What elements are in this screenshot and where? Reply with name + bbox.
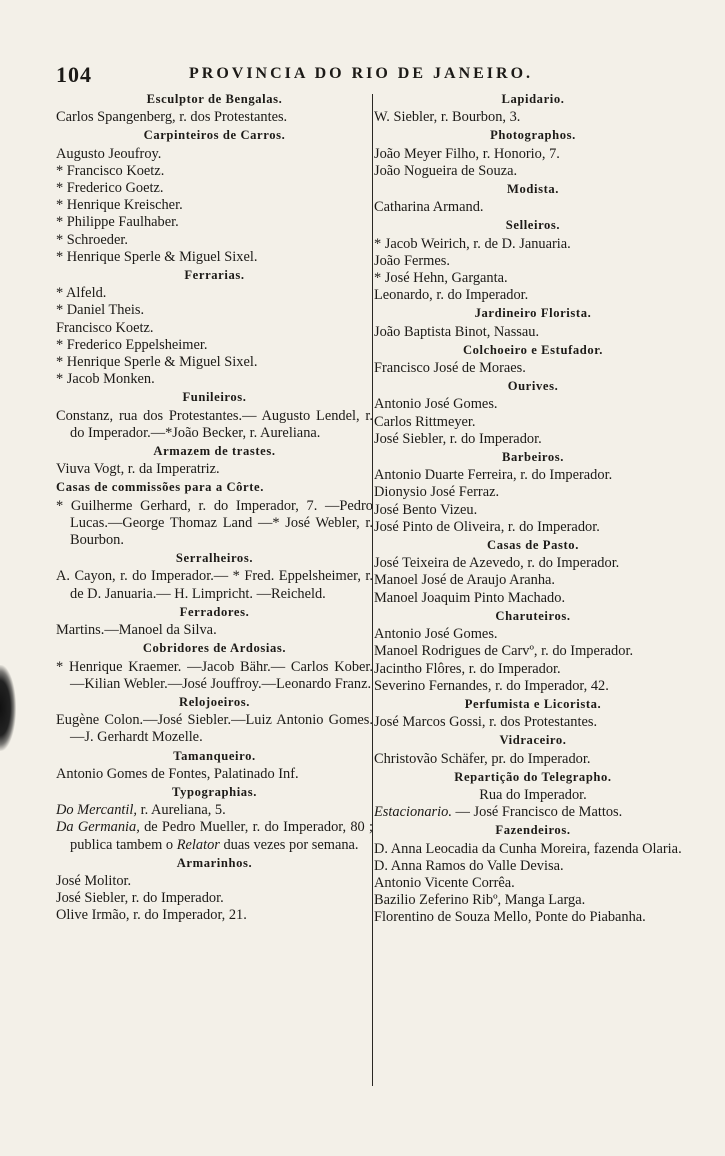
section-casas-pasto — [374, 537, 692, 607]
entry-paragraph: Eugène Colon.—José Siebler.—Luiz Antonio Gomes.—J. Gerhardt Mozelle. — [56, 712, 373, 746]
section-telegrapho — [374, 769, 692, 822]
section-relojoeiros — [56, 694, 373, 747]
section-casas-commissoes — [56, 479, 373, 549]
section-serralheiros — [56, 550, 373, 603]
entry: * Francisco Koetz. — [56, 162, 165, 179]
entry: * Henrique Sperle & Miguel Sixel. — [56, 248, 258, 265]
entry: João Meyer Filho, r. Honorio, 7. — [374, 145, 560, 162]
section-tamanqueiro — [56, 748, 373, 783]
section-heading: Jardineiro Florista. — [474, 306, 592, 321]
entry: Rua do Imperador. — [479, 786, 587, 803]
entry-title: Estacionario. — [374, 804, 452, 821]
section-heading: Funileiros. — [182, 390, 247, 405]
section-fazendeiros — [374, 822, 692, 926]
entry: * Jacob Monken. — [56, 371, 155, 388]
entry: José Siebler, r. do Imperador. — [374, 430, 542, 447]
entry: Olive Irmão, r. do Imperador, 21. — [56, 907, 247, 924]
entry: Manoel Rodrigues de Carvº, r. do Imperador. — [374, 643, 634, 660]
entry-paragraph — [56, 819, 373, 853]
entry: * Jacob Weirich, r. de D. Januaria. — [374, 235, 571, 252]
section-cobridores — [56, 640, 373, 693]
section-armazem — [56, 443, 373, 478]
section-heading: Barbeiros. — [501, 450, 565, 465]
entry — [374, 804, 692, 821]
entry: * Alfeld. — [56, 285, 107, 302]
section-jardineiro — [374, 305, 692, 340]
entry-paragraph: * Guilherme Gerhard, r. do Imperador, 7. —Pedro Lucas.—George Thomaz Land —* José Webler, r. Bourbon. — [56, 497, 373, 549]
section-heading: Photographos. — [490, 128, 576, 143]
entry: Augusto Jeoufroy. — [56, 145, 162, 162]
section-photographos — [374, 127, 692, 180]
section-perfumista — [374, 696, 692, 731]
entry-paragraph: A. Cayon, r. do Imperador.— * Fred. Eppelsheimer, r. de D. Januaria.— H. Limpricht. —Reicheld. — [56, 568, 373, 602]
entry: Antonio José Gomes. — [374, 396, 498, 413]
entry: Jacintho Flôres, r. do Imperador. — [374, 660, 561, 677]
section-heading: Lapidario. — [501, 92, 565, 106]
section-barbeiros — [374, 449, 692, 536]
section-heading: Ourives. — [507, 379, 559, 394]
left-column — [56, 90, 373, 925]
entry: * Frederico Goetz. — [56, 180, 164, 197]
entry: * Henrique Sperle & Miguel Sixel. — [56, 354, 258, 371]
entry: Francisco Koetz. — [56, 319, 154, 336]
section-heading: Armazem de trastes. — [153, 444, 276, 459]
entry: João Nogueira de Souza. — [374, 162, 518, 179]
section-esculptor — [56, 91, 373, 126]
entry: Antonio Vicente Corrêa. — [374, 874, 515, 891]
section-heading: Ferrarias. — [184, 268, 245, 283]
entry-text: — José Francisco de Mattos. — [451, 804, 623, 821]
section-charuteiros — [374, 608, 692, 695]
right-column — [374, 90, 692, 927]
section-ferradores — [56, 604, 373, 639]
entry: Antonio José Gomes. — [374, 626, 498, 643]
section-heading: Carpinteiros de Carros. — [143, 128, 286, 143]
entry: Manoel Joaquim Pinto Machado. — [374, 589, 566, 606]
entry: João Baptista Binot, Nassau. — [374, 323, 540, 340]
section-heading: Typographias. — [172, 784, 257, 799]
section-ferrarias — [56, 267, 373, 388]
section-heading: Selleiros. — [505, 218, 561, 233]
entry: Severino Fernandes, r. do Imperador, 42. — [374, 677, 609, 694]
section-heading: Armarinhos. — [176, 855, 253, 870]
section-typographias — [56, 784, 373, 854]
entry: * José Hehn, Garganta. — [374, 270, 508, 287]
section-heading: Charuteiros. — [495, 608, 571, 623]
entry: José Bento Vizeu. — [374, 501, 478, 518]
entry: Bazilio Zeferino Ribº, Manga Larga. — [374, 892, 586, 909]
entry: José Marcos Gossi, r. dos Protestantes. — [374, 714, 598, 731]
entry: * Henrique Kreischer. — [56, 197, 183, 214]
page-header — [56, 62, 671, 88]
entry: Carlos Spangenberg, r. dos Protestantes. — [56, 109, 288, 126]
entry-paragraph: * Henrique Kraemer. —Jacob Bähr.— Carlos Kober.—Kilian Webler.—José Jouffroy.—Leonardo Franz. — [56, 658, 373, 692]
section-ourives — [374, 378, 692, 448]
entry-paragraph: D. Anna Leocadia da Cunha Moreira, fazenda Olaria. — [374, 840, 682, 857]
entry: W. Siebler, r. Bourbon, 3. — [374, 109, 521, 126]
entry: Antonio Gomes de Fontes, Palatinado Inf. — [56, 765, 299, 782]
entry: Carlos Rittmeyer. — [374, 413, 476, 430]
newspaper-name: Relator — [176, 836, 220, 853]
section-heading: Esculptor de Bengalas. — [146, 92, 283, 106]
entry: D. Anna Ramos do Valle Devisa. — [374, 857, 564, 874]
section-armarinhos — [56, 855, 373, 925]
entry: Leonardo, r. do Imperador. — [374, 287, 529, 304]
entry: Dionysio José Ferraz. — [374, 484, 500, 501]
entry: João Fermes. — [374, 252, 450, 269]
section-heading: Vidraceiro. — [499, 733, 567, 748]
newspaper-name: Da Germania, — [56, 819, 140, 836]
entry-paragraph: Florentino de Souza Mello, Ponte do Piabanha. — [374, 909, 646, 926]
entry: * Schroeder. — [56, 231, 128, 248]
entry: Francisco José de Moraes. — [374, 360, 526, 377]
entry: José Siebler, r. do Imperador. — [56, 890, 224, 907]
section-heading: Modista. — [506, 182, 560, 197]
section-heading: Relojoeiros. — [179, 694, 250, 709]
page-number: 104 — [56, 62, 92, 87]
running-title: PROVINCIA DO RIO DE JANEIRO. — [189, 65, 534, 82]
section-heading: Casas de Pasto. — [487, 538, 579, 553]
entry: Catharina Armand. — [374, 199, 484, 216]
section-heading: Repartição do Telegrapho. — [454, 769, 612, 784]
section-heading: Serralheiros. — [175, 551, 254, 566]
section-heading: Casas de commissões para a Côrte. — [56, 480, 264, 495]
entry: José Pinto de Oliveira, r. do Imperador. — [374, 518, 600, 535]
entry: Antonio Duarte Ferreira, r. do Imperador. — [374, 467, 613, 484]
section-heading: Ferradores. — [179, 604, 250, 619]
section-funileiros — [56, 389, 373, 442]
section-heading: Fazendeiros. — [495, 823, 571, 838]
section-carpinteiros — [56, 127, 373, 266]
section-modista — [374, 181, 692, 216]
entry: Viuva Vogt, r. da Imperatriz. — [56, 461, 220, 478]
entry: José Molitor. — [56, 872, 132, 889]
entry: José Teixeira de Azevedo, r. do Imperador. — [374, 555, 620, 572]
entry-text: de Pedro Mueller, r. do Imperador, 80 ; publica tambem o — [70, 819, 373, 853]
entry-text: r. Aureliana, 5. — [137, 802, 226, 819]
section-vidraceiro — [374, 732, 692, 767]
section-lapidario — [374, 91, 692, 126]
section-selleiros — [374, 217, 692, 304]
entry: * Frederico Eppelsheimer. — [56, 336, 208, 353]
section-colchoeiro — [374, 342, 692, 377]
section-heading: Colchoeiro e Estufador. — [462, 342, 604, 357]
entry-text: duas vezes por semana. — [219, 836, 359, 853]
entry-paragraph — [56, 802, 373, 819]
section-heading: Perfumista e Licorista. — [464, 696, 602, 711]
section-heading: Cobridores de Ardosias. — [142, 641, 287, 656]
newspaper-name: Do Mercantil, — [56, 802, 137, 819]
section-heading: Tamanqueiro. — [173, 748, 256, 763]
entry: Manoel José de Araujo Aranha. — [374, 572, 556, 589]
entry: Martins.—Manoel da Silva. — [56, 622, 217, 639]
ink-blot — [0, 665, 16, 751]
entry: * Philippe Faulhaber. — [56, 214, 179, 231]
entry: Christovão Schäfer, pr. do Imperador. — [374, 750, 591, 767]
entry: * Daniel Theis. — [56, 302, 145, 319]
entry-paragraph: Constanz, rua dos Protestantes.— Augusto Lendel, r. do Imperador.—*João Becker, r. Aureliana. — [56, 407, 373, 441]
